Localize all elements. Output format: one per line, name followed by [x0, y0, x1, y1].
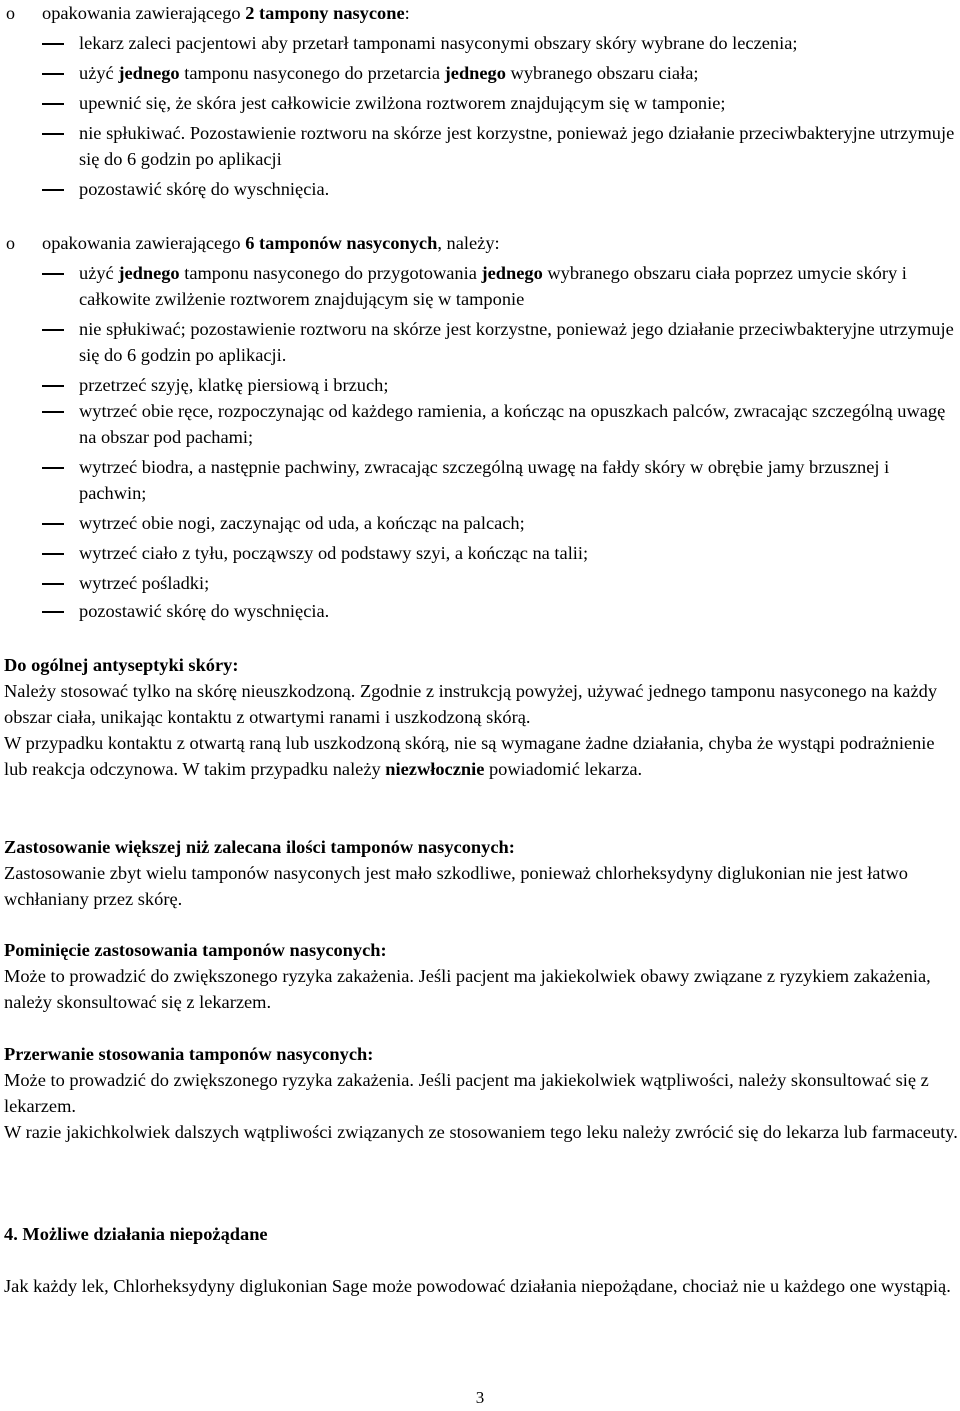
dash-bullet	[42, 189, 64, 191]
section4-paragraph: Jak każdy lek, Chlorheksydyny diglukonian Sage może powodować działania niepożądane, chociaż nie u każdego one wystąpią.	[4, 1276, 951, 1296]
list-item-text: pozostawić skórę do wyschnięcia.	[79, 601, 330, 621]
list-item	[79, 120, 955, 172]
list-item-bold: jednego	[481, 263, 543, 283]
group2-intro-post: , należy:	[437, 233, 500, 253]
list-item	[79, 30, 955, 56]
antiseptic-heading: Do ogólnej antyseptyki skóry:	[4, 655, 239, 675]
list-item-bold: jednego	[118, 63, 180, 83]
list-item-text: przetrzeć szyję, klatkę piersiową i brzuch;	[79, 375, 389, 395]
list-item	[79, 398, 955, 450]
list-item-text: wybranego obszaru ciała;	[505, 63, 699, 83]
group1-intro	[42, 0, 410, 26]
dash-bullet	[42, 273, 64, 275]
dash-bullet	[42, 611, 64, 613]
list-item-text: tamponu nasyconego do przygotowania	[179, 263, 482, 283]
list-item-bold: jednego	[444, 63, 506, 83]
dash-bullet	[42, 583, 64, 585]
missed-heading: Pominięcie zastosowania tamponów nasyconych:	[4, 940, 387, 960]
list-item-text: wybranego obszaru ciała poprzez umycie skóry i całkowite zwilżenie roztworem znajdującym się w tamponie	[79, 263, 907, 309]
list-item	[79, 372, 955, 398]
circle-bullet: o	[6, 233, 15, 253]
list-item-text: wytrzeć pośladki;	[79, 573, 210, 593]
dash-bullet	[42, 411, 64, 413]
list-item-text: pozostawić skórę do wyschnięcia.	[79, 179, 330, 199]
list-item	[79, 260, 955, 312]
stopping-paragraph-1: Może to prowadzić do zwiększonego ryzyka zakażenia. Jeśli pacjent ma jakiekolwiek wątpliwości, należy skonsultować się z lekarzem.	[4, 1070, 929, 1116]
list-item	[79, 316, 955, 368]
list-item	[79, 540, 955, 566]
list-item-text: wytrzeć obie ręce, rozpoczynając od każdego ramienia, a kończąc na opuszkach palców, zwracając szczególną uwagę na obszar pod pachami;	[79, 401, 946, 447]
dash-bullet	[42, 43, 64, 45]
stopping-paragraph-2: W razie jakichkolwiek dalszych wątpliwości związanych ze stosowaniem tego leku należy zwrócić się do lekarza lub farmaceuty.	[4, 1122, 958, 1142]
list-item	[79, 90, 955, 116]
stopping-heading: Przerwanie stosowania tamponów nasyconych:	[4, 1044, 374, 1064]
missed-paragraph: Może to prowadzić do zwiększonego ryzyka zakażenia. Jeśli pacjent ma jakiekolwiek obawy związane z ryzykiem zakażenia, należy skonsultować się z lekarzem.	[4, 966, 931, 1012]
list-item	[79, 570, 955, 596]
antiseptic-p2-text: W przypadku kontaktu z otwartą raną lub uszkodzoną skórą, nie są wymagane żadne działania, chyba że wystąpi podrażnienie lub reakcja odczynowa. W takim przypadku należy	[4, 733, 935, 779]
dash-bullet	[42, 329, 64, 331]
list-item	[79, 60, 955, 86]
page-number: 3	[475, 1388, 485, 1407]
list-item	[79, 510, 955, 536]
dash-bullet	[42, 467, 64, 469]
dash-bullet	[42, 523, 64, 525]
overdose-paragraph: Zastosowanie zbyt wielu tamponów nasyconych jest mało szkodliwe, ponieważ chlorheksydyny diglukonian nie jest łatwo wchłaniany przez skórę.	[4, 863, 909, 909]
group2-intro	[42, 230, 500, 256]
dash-bullet	[42, 103, 64, 105]
list-item	[79, 598, 955, 624]
list-item-text: wytrzeć obie nogi, zaczynając od uda, a kończąc na palcach;	[79, 513, 525, 533]
group1-intro-text: opakowania zawierającego	[42, 3, 246, 23]
list-item-text: użyć	[79, 63, 119, 83]
list-item-text: upewnić się, że skóra jest całkowicie zwilżona roztworem znajdującym się w tamponie;	[79, 93, 726, 113]
antiseptic-p2-bold: niezwłocznie	[385, 759, 485, 779]
list-item	[79, 454, 955, 506]
group1-intro-post: :	[404, 3, 410, 23]
antiseptic-paragraph-1: Należy stosować tylko na skórę nieuszkodzoną. Zgodnie z instrukcją powyżej, używać jednego tamponu nasyconego na każdy obszar ciała, unikając kontaktu z otwartymi ranami i uszkodzoną skórą.	[4, 681, 938, 727]
list-item-text: nie spłukiwać; pozostawienie roztworu na skórze jest korzystne, ponieważ jego działanie przeciwbakteryjne utrzymuje się do 6 godzin po aplikacji.	[79, 319, 954, 365]
list-item-text: nie spłukiwać. Pozostawienie roztworu na skórze jest korzystne, ponieważ jego działanie przeciwbakteryjne utrzymuje się do 6 godzin po aplikacji	[79, 123, 955, 169]
antiseptic-p2-post: powiadomić lekarza.	[484, 759, 643, 779]
list-item-bold: jednego	[118, 263, 180, 283]
list-item-text: lekarz zaleci pacjentowi aby przetarł tamponami nasyconymi obszary skóry wybrane do leczenia;	[79, 33, 798, 53]
group2-intro-text: opakowania zawierającego	[42, 233, 246, 253]
overdose-heading: Zastosowanie większej niż zalecana ilości tamponów nasyconych:	[4, 837, 515, 857]
circle-bullet: o	[6, 3, 15, 23]
group1-intro-bold: 2 tampony nasycone	[245, 3, 405, 23]
list-item-text: wytrzeć biodra, a następnie pachwiny, zwracając szczególną uwagę na fałdy skóry w obrębie jamy brzusznej i pachwin;	[79, 457, 890, 503]
list-item-text: wytrzeć ciało z tyłu, począwszy od podstawy szyi, a kończąc na talii;	[79, 543, 589, 563]
dash-bullet	[42, 73, 64, 75]
section4-heading: 4. Możliwe działania niepożądane	[4, 1224, 268, 1244]
group2-intro-bold: 6 tamponów nasyconych	[245, 233, 438, 253]
dash-bullet	[42, 385, 64, 387]
dash-bullet	[42, 133, 64, 135]
dash-bullet	[42, 553, 64, 555]
list-item	[79, 176, 955, 202]
list-item-text: użyć	[79, 263, 119, 283]
list-item-text: tamponu nasyconego do przetarcia	[179, 63, 445, 83]
antiseptic-paragraph-2	[4, 730, 958, 782]
